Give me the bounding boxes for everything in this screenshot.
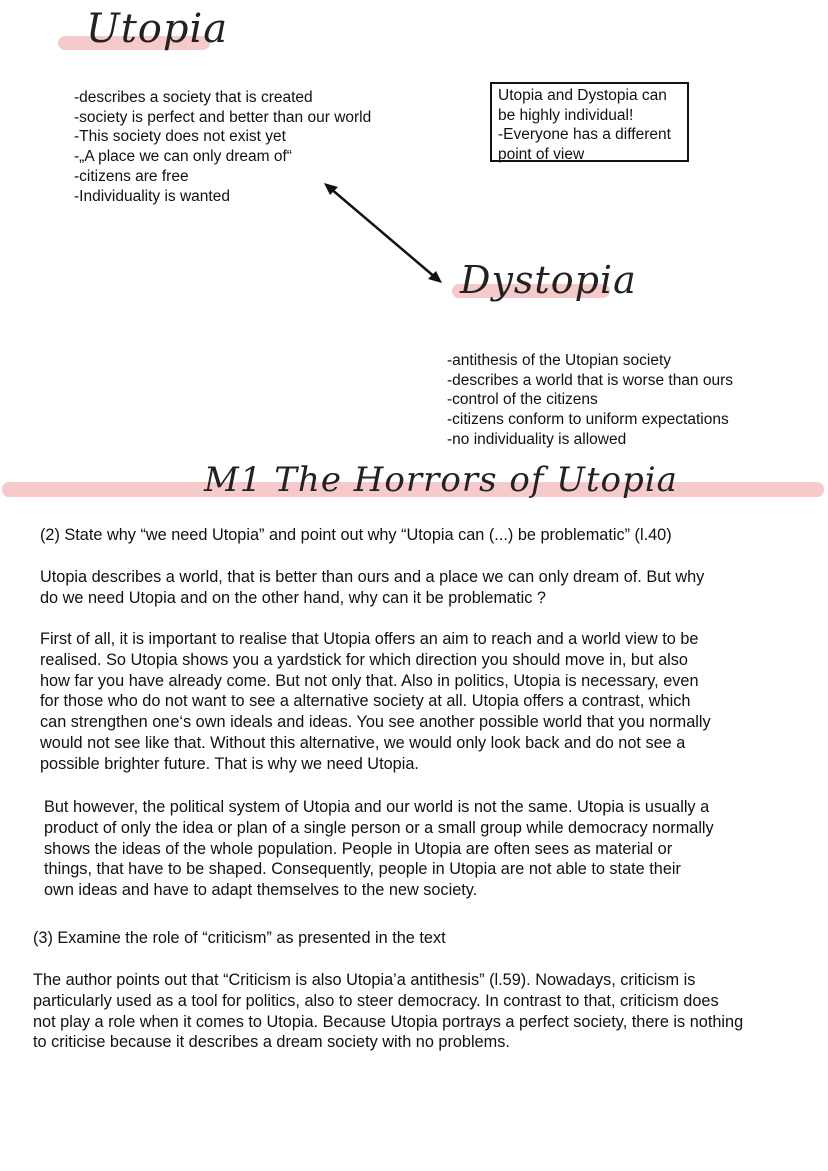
text-line: shows the ideas of the whole population. People in Utopia are often sees as material or [44,839,673,858]
q2-paragraph-2 [44,797,714,901]
list-item: -This society does not exist yet [74,128,286,146]
list-item: -describes a world that is worse than ours [447,371,734,389]
text-line: how far you have already come. But not only that. Also in politics, Utopia is necessary, even [40,671,699,690]
list-item: -citizens conform to uniform expectations [447,411,729,429]
section-title: M1 The Horrors of Utopia [204,460,678,500]
text-line: to criticise because it describes a dream society with no problems. [33,1033,510,1052]
text-line: The author points out that “Criticism is also Utopia’a antithesis” (l.59). Nowadays, criticism is [33,971,696,989]
note-box [490,82,689,162]
note-line: Utopia and Dystopia can [498,87,667,104]
double-arrow-icon [318,178,448,290]
text-line: possible brighter future. That is why we need Utopia. [40,754,419,773]
list-item: -Individuality is wanted [74,187,230,205]
list-item: -no individuality is allowed [447,430,627,448]
text-line: not play a role when it comes to Utopia. Because Utopia portrays a perfect society, there is nothing [33,1012,744,1031]
utopia-title: Utopia [86,6,229,52]
list-item: -control of the citizens [447,391,598,409]
text-line: do we need Utopia and on the other hand, why can it be problematic ? [40,588,546,607]
text-line: Utopia describes a world, that is better than ours and a place we can only dream of. But why [40,568,705,586]
text-line: particularly used as a tool for politics, also to steer democracy. In contrast to that, criticism does [33,991,719,1010]
text-line: realised. So Utopia shows you a yardstick for which direction you should move in, but also [40,650,688,669]
text-line: would not see like that. Without this alternative, we would only look back and do not see a [40,733,686,752]
q3-paragraph [33,970,743,1053]
note-line: -Everyone has a different [498,126,671,144]
note-line: be highly individual! [498,106,634,124]
text-line: for those who do not want to see a alternative society at all. Utopia offers a contrast, which [40,692,691,711]
list-item: -citizens are free [74,167,189,185]
q3-question: (3) Examine the role of “criticism” as presented in the text [33,929,446,947]
text-line: First of all, it is important to realise that Utopia offers an aim to reach and a world view to be [40,630,699,648]
list-item: -antithesis of the Utopian society [447,352,672,369]
q2-intro [40,567,704,609]
dystopia-points [447,351,733,450]
text-line: can strengthen one‘s own ideals and ideas. You see another possible world that you normally [40,713,711,732]
list-item: -society is perfect and better than our world [74,108,372,126]
list-item: -„A place we can only dream of“ [74,148,292,166]
note-line: point of view [498,146,585,164]
q2-paragraph-1 [40,629,711,775]
list-item: -describes a society that is created [74,89,313,106]
text-line: own ideas and have to adapt themselves to the new society. [44,881,478,900]
q2-question: (2) State why “we need Utopia” and point out why “Utopia can (...) be problematic” (l.40) [40,526,672,544]
text-line: product of only the idea or plan of a single person or a small group while democracy normally [44,818,714,837]
dystopia-title: Dystopia [460,258,637,302]
text-line: But however, the political system of Utopia and our world is not the same. Utopia is usually a [44,798,710,816]
text-line: things, that have to be shaped. Consequently, people in Utopia are not able to state their [44,860,681,879]
